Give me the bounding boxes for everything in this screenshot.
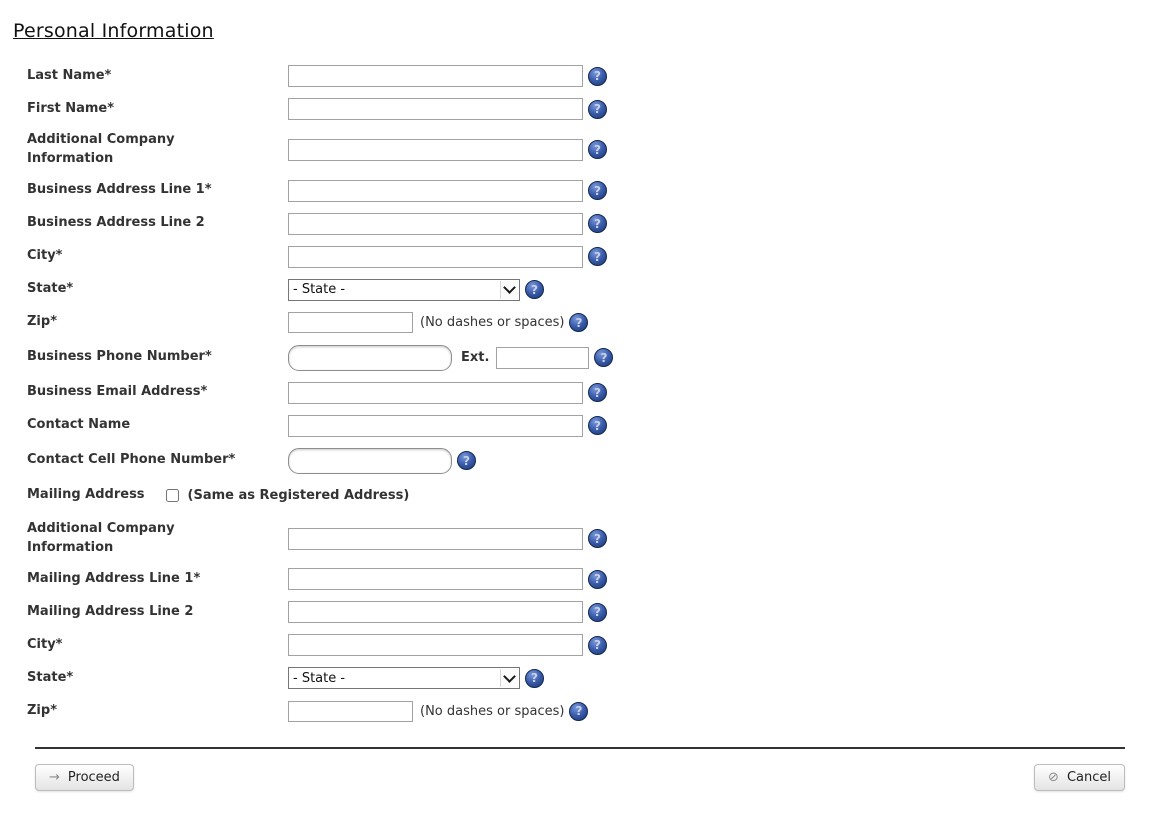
personal-information-page	[0, 20, 1163, 816]
help-icon[interactable]: ?	[457, 451, 476, 470]
last-name-label: Last Name*	[27, 67, 112, 83]
mailing-additional-company-info-label: Additional Company Information	[27, 520, 175, 555]
mailing-zip-hint: (No dashes or spaces)	[420, 703, 565, 719]
last-name-input[interactable]	[288, 65, 583, 87]
help-icon[interactable]: ?	[588, 529, 607, 548]
mailing-address-1-input[interactable]	[288, 568, 583, 590]
mailing-zip-label: Zip*	[27, 702, 57, 718]
state-select-wrap	[288, 279, 520, 301]
mailing-address-2-input[interactable]	[288, 601, 583, 623]
mailing-additional-company-info-input[interactable]	[288, 528, 583, 550]
state-label: State*	[27, 281, 74, 297]
ext-input[interactable]	[496, 347, 589, 369]
row-city	[27, 246, 1163, 268]
first-name-label: First Name*	[27, 100, 115, 116]
help-icon[interactable]: ?	[588, 570, 607, 589]
help-icon[interactable]: ?	[588, 383, 607, 402]
mailing-state-label: State*	[27, 669, 74, 685]
proceed-button[interactable]	[35, 764, 134, 791]
first-name-input[interactable]	[288, 98, 583, 120]
zip-input[interactable]	[288, 312, 413, 333]
mailing-zip-input[interactable]	[288, 701, 413, 722]
row-mailing-additional-company-info	[27, 520, 1163, 558]
additional-company-info-input[interactable]	[288, 139, 583, 161]
mailing-city-label: City*	[27, 636, 63, 652]
mailing-state-select[interactable]	[289, 668, 519, 688]
row-mailing-address-2	[27, 601, 1163, 623]
city-input[interactable]	[288, 246, 583, 268]
arrow-right-icon: →	[49, 770, 60, 786]
help-icon[interactable]: ?	[588, 100, 607, 119]
row-contact-name	[27, 415, 1163, 437]
business-address-1-input[interactable]	[288, 180, 583, 202]
mailing-address-2-label: Mailing Address Line 2	[27, 603, 194, 619]
proceed-button-label: Proceed	[67, 770, 120, 786]
mailing-city-input[interactable]	[288, 634, 583, 656]
help-icon[interactable]: ?	[588, 214, 607, 233]
ext-label: Ext.	[461, 350, 490, 366]
zip-hint: (No dashes or spaces)	[420, 315, 565, 331]
help-icon[interactable]: ?	[588, 140, 607, 159]
help-icon[interactable]: ?	[588, 181, 607, 200]
contact-cell-phone-input[interactable]	[288, 448, 452, 474]
city-label: City*	[27, 248, 63, 264]
zip-label: Zip*	[27, 314, 57, 330]
help-icon[interactable]: ?	[594, 348, 613, 367]
row-mailing-zip	[27, 700, 1163, 722]
row-business-email	[27, 382, 1163, 404]
row-business-address-2	[27, 213, 1163, 235]
business-phone-label: Business Phone Number*	[27, 349, 212, 365]
same-as-registered-note: (Same as Registered Address)	[187, 488, 410, 504]
state-select[interactable]	[289, 280, 519, 300]
row-mailing-state	[27, 667, 1163, 689]
help-icon[interactable]: ?	[588, 416, 607, 435]
help-icon[interactable]: ?	[588, 67, 607, 86]
contact-name-input[interactable]	[288, 415, 583, 437]
cancel-circle-icon: ⊘	[1048, 770, 1059, 786]
business-address-2-label: Business Address Line 2	[27, 215, 205, 231]
business-email-input[interactable]	[288, 382, 583, 404]
contact-cell-phone-label: Contact Cell Phone Number*	[27, 452, 236, 468]
business-address-1-label: Business Address Line 1*	[27, 182, 212, 198]
additional-company-info-label: Additional Company Information	[27, 132, 175, 166]
row-state	[27, 279, 1163, 301]
row-zip	[27, 312, 1163, 334]
row-contact-cell-phone	[27, 448, 1163, 474]
help-icon[interactable]: ?	[588, 247, 607, 266]
business-email-label: Business Email Address*	[27, 384, 208, 400]
mailing-state-select-wrap	[288, 667, 520, 689]
contact-name-label: Contact Name	[27, 417, 131, 433]
business-phone-input[interactable]	[288, 345, 452, 371]
help-icon[interactable]: ?	[525, 669, 544, 688]
footer-actions	[0, 749, 1163, 791]
mailing-address-1-label: Mailing Address Line 1*	[27, 570, 201, 586]
cancel-button-label: Cancel	[1066, 770, 1111, 786]
help-icon[interactable]: ?	[588, 603, 607, 622]
help-icon[interactable]: ?	[569, 313, 588, 332]
business-address-2-input[interactable]	[288, 213, 583, 235]
row-mailing-city	[27, 634, 1163, 656]
row-additional-company-info	[27, 131, 1163, 169]
row-last-name	[27, 65, 1163, 87]
help-icon[interactable]: ?	[525, 280, 544, 299]
cancel-button[interactable]	[1034, 764, 1125, 791]
row-business-address-1	[27, 180, 1163, 202]
row-mailing-address-1	[27, 568, 1163, 590]
mailing-address-label: Mailing Address	[27, 487, 145, 503]
same-as-registered-checkbox[interactable]	[166, 489, 179, 502]
help-icon[interactable]: ?	[569, 702, 588, 721]
personal-information-form	[0, 65, 1163, 722]
row-first-name	[27, 98, 1163, 120]
row-business-phone	[27, 345, 1163, 371]
page-title: Personal Information	[13, 20, 214, 42]
help-icon[interactable]: ?	[588, 636, 607, 655]
row-mailing-address-checkbox	[27, 485, 1163, 507]
